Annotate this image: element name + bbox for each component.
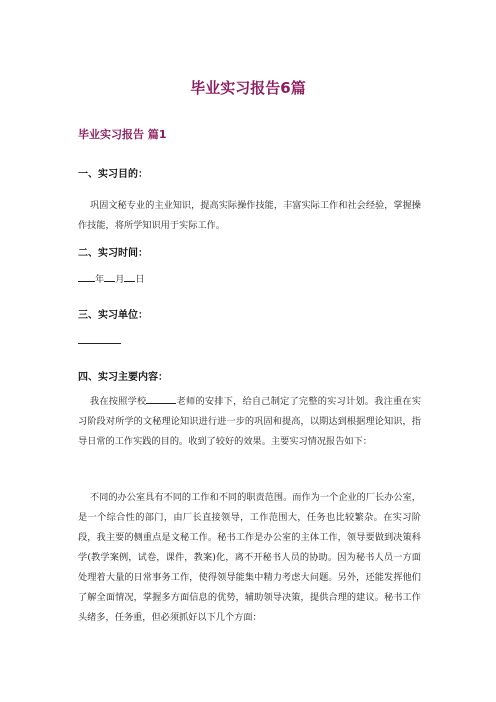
report-subtitle: 毕业实习报告 篇1 <box>78 128 167 141</box>
purpose-text: 巩固文秘专业的主业知识，提高实际操作技能，丰富实际工作和社会经验，掌握操作技能，将所学知识用于实际工作。 <box>78 200 421 231</box>
teacher-blank <box>146 394 176 404</box>
day-blank <box>124 272 135 282</box>
day-label: 日 <box>135 274 145 285</box>
heading-unit: 三、实习单位： <box>78 310 148 321</box>
content-paragraph-1: 我在按照学校 老师的安排下，给自己制定了完整的实习计划。我注重在实习阶段对所学的文秘理论知识进行进一步的巩固和提高，以期达到根据理论知识，指导日常的工作实践的目的。收到了较好的效果。主要实习情况报告如下： <box>78 396 422 447</box>
month-label: 月 <box>115 274 125 285</box>
unit-blank <box>78 334 121 344</box>
time-line <box>78 272 421 286</box>
year-blank <box>78 272 95 282</box>
month-blank <box>104 272 115 282</box>
heading-time: 二、实习时间： <box>78 248 148 259</box>
year-label: 年 <box>95 274 105 285</box>
heading-purpose: 一、实习目的： <box>78 169 148 180</box>
document-title: 毕业实习报告6篇 <box>190 79 306 97</box>
content-paragraph-2: 不同的办公室具有不同的工作和不同的职责范围。而作为一个企业的厂长办公室，是一个综合性的部门，由厂长直接领导，工作范围大，任务也比较繁杂。在实习阶段，我主要的侧重点是文秘工作。秘书工作是办公室的主体工作，领导要做到决策科学(教学案例，试卷，课件，教案)化，离不开秘书人员的协助。因为秘书人员一方面处理着大量的日常事务工作，使得领导能集中精力考虑大问题。另外，还能发挥他们了解全面情况，掌握多方面信息的优势，辅助领导决策，提供合理的建议。秘书工作头绪多，任务重，但必须抓好以下几个方面： <box>78 492 421 623</box>
heading-content: 四、实习主要内容： <box>78 372 168 383</box>
unit-line <box>78 334 421 348</box>
